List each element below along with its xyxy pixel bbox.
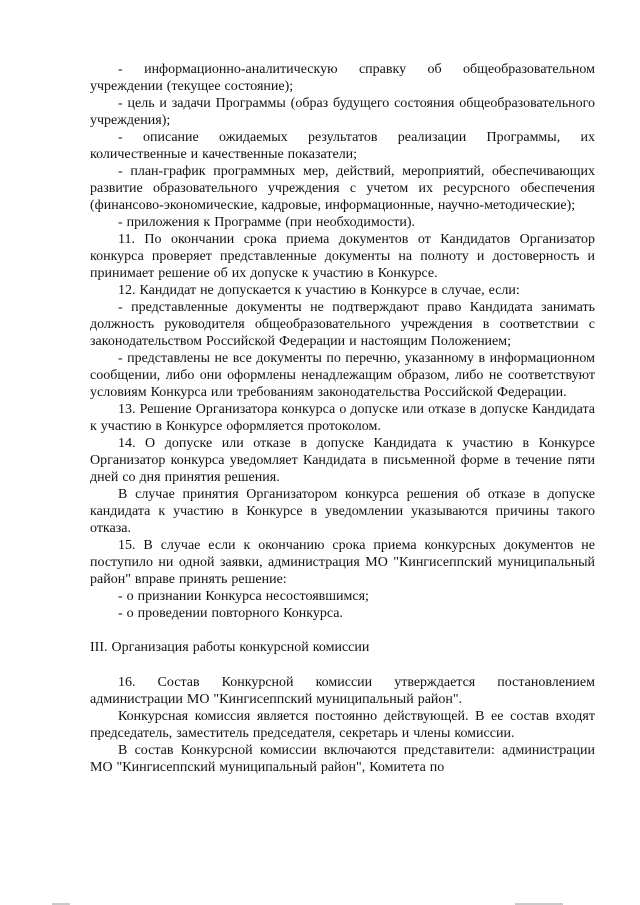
paragraph-13: 13. Решение Организатора конкурса о допуске или отказе в допуске Кандидата к участию в Конкурсе оформляется протоколом.	[90, 402, 595, 434]
paragraph-11: 11. По окончании срока приема документов от Кандидатов Организатор конкурса проверяет представленные документы на полноту и достоверность и принимает решение об их допуске к участию в Конкурсе.	[90, 232, 595, 281]
paragraph-16: 16. Состав Конкурсной комиссии утверждается постановлением администрации МО "Кингисеппский муниципальный район".	[90, 675, 595, 707]
paragraph-refusal-notice: В случае принятия Организатором конкурса решения об отказе в допуске кандидата к участию в Конкурсе в уведомлении указываются причины такого отказа.	[90, 487, 595, 536]
paragraph-12: 12. Кандидат не допускается к участию в Конкурсе в случае, если:	[118, 283, 520, 298]
document-body	[90, 61, 595, 776]
bullet-expected-results: - описание ожидаемых результатов реализации Программы, их количественные и качественные показатели;	[90, 130, 595, 162]
bullet-goal-tasks: - цель и задачи Программы (образ будущего состояния общеобразовательного учреждения);	[90, 96, 595, 128]
paragraph-commission-members: В состав Конкурсной комиссии включаются представители: администрации МО "Кингисеппский муниципальный район", Комитета по	[90, 743, 595, 775]
paragraph-commission-permanent: Конкурсная комиссия является постоянно действующей. В ее состав входят председатель, заместитель председателя, секретарь и члены комиссии.	[90, 709, 595, 741]
bullet-appendices: - приложения к Программе (при необходимости).	[118, 215, 416, 230]
bullet-plan-schedule: - план-график программных мер, действий, мероприятий, обеспечивающих развитие образовательного учреждения с учетом их ресурсного обеспечения (финансово-экономические, кадровые, информационные, научно-методические);	[90, 164, 595, 213]
bullet-documents-not-confirm: - представленные документы не подтверждают право Кандидата занимать должность руководителя общеобразовательного учреждения в соответствии с законодательством Российской Федерации и настоящим Положением;	[90, 300, 595, 349]
bullet-info-analytic: - информационно-аналитическую справку об общеобразовательном учреждении (текущее состояние);	[90, 62, 595, 94]
bullet-recognize-failed: - о признании Конкурса несостоявшимся;	[118, 589, 369, 604]
bullet-repeat-contest: - о проведении повторного Конкурса.	[118, 606, 343, 621]
paragraph-14: 14. О допуске или отказе в допуске Кандидата к участию в Конкурсе Организатор конкурса уведомляет Кандидата в письменной форме в течение пяти дней со дня принятия решения.	[90, 436, 595, 485]
paragraph-15: 15. В случае если к окончанию срока приема конкурсных документов не поступило ни одной заявки, администрация МО "Кингисеппский муниципальный район" вправе принять решение:	[90, 538, 595, 587]
bullet-documents-incomplete: - представлены не все документы по перечню, указанному в информационном сообщении, либо они оформлены ненадлежащим образом, либо не соответствуют условиям Конкурса или требованиям законодательства Российской Федерации.	[90, 351, 595, 400]
section-heading: III. Организация работы конкурсной комиссии	[90, 640, 370, 655]
